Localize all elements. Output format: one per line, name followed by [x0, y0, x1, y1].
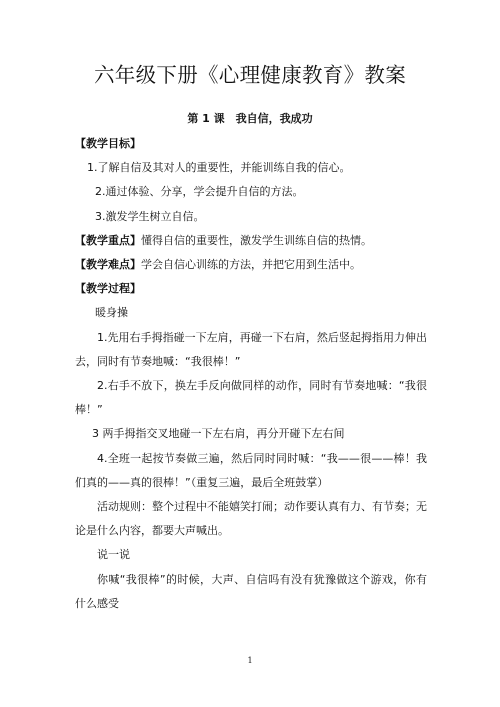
document-body — [75, 132, 427, 616]
objectives-heading: 【教学目标】 — [75, 137, 141, 150]
lesson-title: 第 1 课 我自信，我成功 — [187, 112, 313, 125]
warmup-heading: 暖身操 — [95, 306, 128, 320]
warmup-step: 3 两手拇指交叉地碰一下左右肩，再分开碰下左右间 — [92, 427, 345, 441]
page-number: 1 — [247, 656, 253, 665]
difficulties-text: 学会自信心训练的方法，并把它用到生活中。 — [141, 258, 361, 272]
rules-paragraph: 活动规则：整个过程中不能嬉笑打闹；动作要认真有力、有节奏；无论是什么内容，都要大声喊出。 — [75, 500, 427, 538]
warmup-step: 2.右手不放下，换左手反向做同样的动作，同时有节奏地喊：“我很棒！” — [75, 379, 427, 417]
process-heading: 【教学过程】 — [75, 282, 141, 296]
talk-heading: 说一说 — [97, 548, 130, 562]
key-points-paragraph — [75, 229, 427, 253]
difficulties-label: 【教学难点】 — [75, 258, 141, 272]
document-title: 六年级下册《心理健康教育》教案 — [94, 63, 406, 87]
difficulties-paragraph — [75, 253, 427, 277]
objective-item: 1.了解自信及其对人的重要性，并能训练自我的信心。 — [87, 161, 351, 175]
key-points-label: 【教学重点】 — [75, 233, 141, 247]
key-points-text: 懂得自信的重要性，激发学生训练自信的热情。 — [141, 233, 372, 247]
objective-item: 3.激发学生树立自信。 — [95, 209, 205, 223]
warmup-step: 1.先用右手拇指碰一下左肩，再碰一下右肩，然后竖起拇指用力伸出去，同时有节奏地喊：“我很棒！” — [75, 330, 427, 368]
warmup-step: 4.全班一起按节奏做三遍，然后同时同时喊：“我——很——棒！我们真的——真的很棒！”（重复三遍，最后全班鼓掌） — [75, 451, 427, 489]
talk-paragraph: 你喊“我很棒”的时候，大声、自信吗有没有犹豫做这个游戏，你有什么感受 — [75, 572, 427, 610]
objective-item: 2.通过体验、分享，学会提升自信的方法。 — [95, 185, 304, 199]
